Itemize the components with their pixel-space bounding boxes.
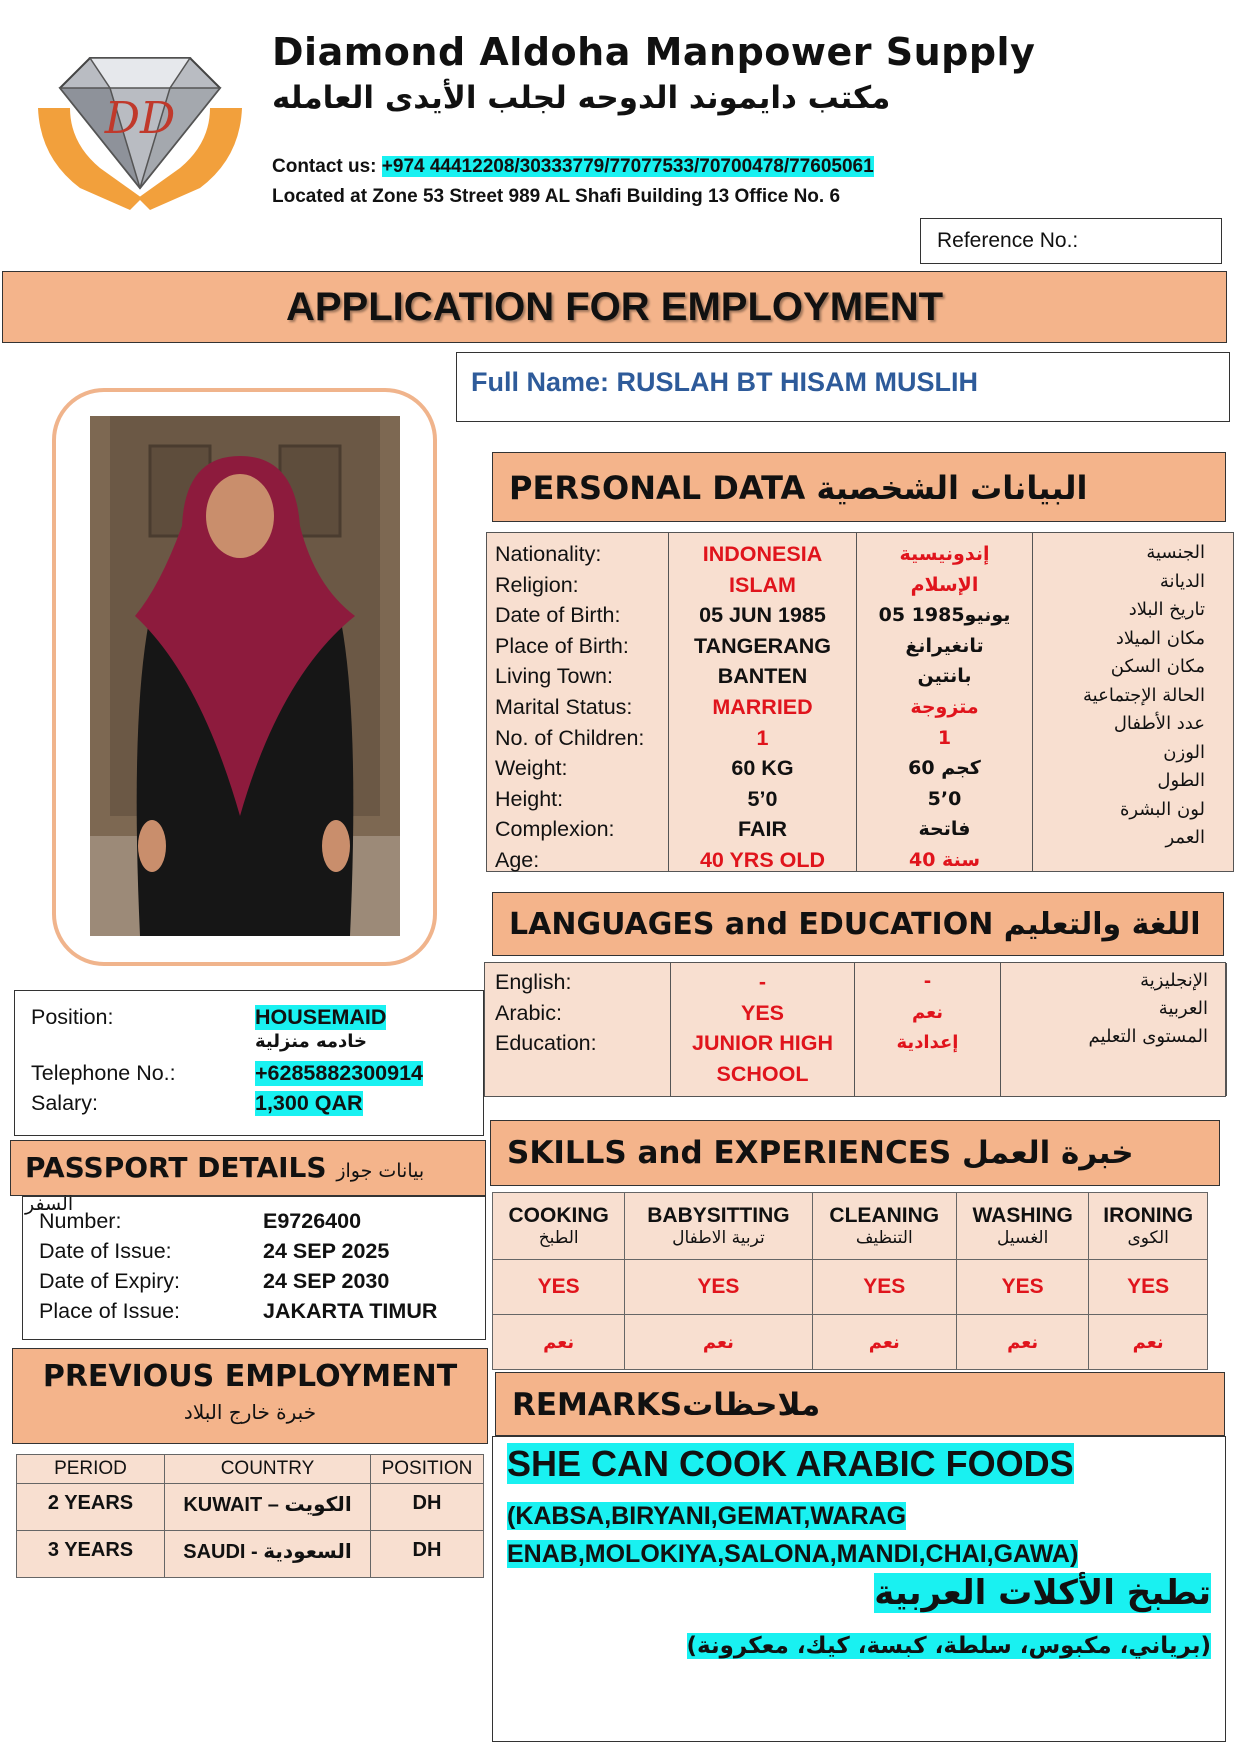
skill-name-arabic: الطبخ — [538, 1228, 579, 1249]
personal-data-title-arabic: البيانات الشخصية — [816, 469, 1088, 507]
table-row — [17, 1530, 484, 1577]
height-label-arabic: الطول — [1157, 770, 1205, 791]
salary-value: 1,300 QAR — [255, 1091, 363, 1115]
passport-title: PASSPORT DETAILS — [25, 1151, 327, 1184]
complexion-value: FAIR — [738, 817, 787, 842]
contact-numbers: +974 44412208/30333779/77077533/70700478/77605061 — [381, 156, 874, 177]
arabic-value-arabic: نعم — [911, 1001, 944, 1023]
age-label: Age: — [495, 847, 540, 872]
page-title: APPLICATION FOR EMPLOYMENT — [2, 271, 1227, 343]
languages-heading — [492, 892, 1224, 956]
skill-value: YES — [957, 1260, 1089, 1315]
skill-name: COOKING — [508, 1204, 609, 1228]
previous-employment-title: PREVIOUS EMPLOYMENT — [42, 1359, 458, 1394]
complexion-label: Complexion: — [495, 817, 615, 842]
position-label: Position: — [31, 1005, 114, 1029]
passport-box — [22, 1196, 486, 1340]
education-value-line2: SCHOOL — [716, 1061, 809, 1086]
dob-value: 05 JUN 1985 — [699, 603, 826, 628]
nationality-value: INDONESIA — [702, 542, 823, 566]
language-labels-arabic-column — [1001, 963, 1227, 1096]
children-label-arabic: عدد الأطفال — [1113, 713, 1205, 734]
reference-number-box — [920, 218, 1222, 264]
religion-value: ISLAM — [729, 572, 796, 597]
remarks-line-1: SHE CAN COOK ARABIC FOODS — [507, 1443, 1074, 1484]
office-location: Located at Zone 53 Street 989 AL Shafi Building 13 Office No. 6 — [272, 186, 841, 207]
marital-status-value-arabic: متزوجة — [910, 695, 979, 718]
personal-labels-arabic-column — [1033, 533, 1235, 871]
telephone-label: Telephone No.: — [31, 1061, 176, 1085]
pob-value-arabic: تانغيرانغ — [905, 634, 984, 657]
remarks-line-2a: (KABSA,BIRYANI,GEMAT,WARAG — [507, 1502, 907, 1530]
table-row — [17, 1483, 484, 1530]
skill-value-arabic: نعم — [957, 1315, 1089, 1370]
living-town-label: Living Town: — [495, 664, 613, 689]
language-labels-column — [485, 963, 671, 1096]
weight-value-arabic: 60 كجم — [908, 757, 981, 780]
skill-babysitting — [625, 1193, 812, 1260]
complexion-label-arabic: لون البشرة — [1119, 798, 1205, 820]
skill-name: BABYSITTING — [647, 1204, 790, 1228]
weight-value: 60 KG — [731, 756, 794, 781]
languages-title-arabic: اللغة والتعليم — [1003, 907, 1201, 942]
living-town-value: BANTEN — [717, 664, 808, 689]
expiry-date-value: 24 SEP 2030 — [263, 1269, 390, 1293]
reference-label: Reference No.: — [937, 229, 1079, 252]
skill-name: CLEANING — [829, 1204, 940, 1228]
english-value-arabic: - — [923, 971, 932, 992]
skill-value-arabic: نعم — [812, 1315, 957, 1370]
remarks-line-3-arabic: تطبخ الأكلات العربية — [874, 1573, 1211, 1613]
education-value-arabic: إعدادية — [896, 1032, 959, 1054]
company-logo — [30, 38, 250, 214]
skill-value-arabic: نعم — [493, 1315, 625, 1370]
period-cell: 2 YEARS — [17, 1483, 165, 1530]
skills-title-arabic: خبرة العمل — [962, 1135, 1134, 1171]
position-cell: DH — [371, 1483, 484, 1530]
remarks-title-arabic: ملاحظات — [682, 1387, 821, 1423]
skills-title: SKILLS and EXPERIENCES — [507, 1135, 952, 1171]
dob-value-arabic: 05 يونيو1985 — [878, 604, 1011, 627]
skill-name: WASHING — [972, 1204, 1073, 1228]
skill-cleaning — [812, 1193, 957, 1260]
skill-value: YES — [1089, 1260, 1208, 1315]
height-value-arabic: 5’0 — [927, 787, 962, 810]
remarks-line-4-arabic: (برياني، مكبوس، سلطة، كبسة، كيك، معكرونة) — [686, 1633, 1211, 1659]
table-header-row — [17, 1455, 484, 1484]
passport-number-value: E9726400 — [263, 1209, 362, 1233]
age-value: 40 YRS OLD — [699, 847, 826, 872]
contact-label: Contact us: — [272, 156, 377, 177]
pob-label-arabic: مكان الميلاد — [1115, 627, 1205, 649]
nationality-label-arabic: الجنسية — [1146, 542, 1205, 563]
english-label: English: — [495, 970, 572, 994]
previous-employment-table — [16, 1454, 484, 1578]
skill-name-arabic: التنظيف — [855, 1228, 913, 1249]
issue-date-label: Date of Issue: — [39, 1239, 172, 1263]
skill-value-arabic: نعم — [1089, 1315, 1208, 1370]
children-value-arabic: 1 — [937, 726, 952, 749]
remarks-box — [492, 1436, 1226, 1742]
skill-value: YES — [493, 1260, 625, 1315]
period-cell: 3 YEARS — [17, 1530, 165, 1577]
religion-label-arabic: الديانة — [1159, 570, 1205, 592]
skills-yes-row — [493, 1260, 1208, 1315]
height-label: Height: — [495, 786, 564, 811]
education-value-line1: JUNIOR HIGH — [692, 1031, 833, 1056]
telephone-value: +6285882300914 — [255, 1061, 424, 1085]
place-of-issue-value: JAKARTA TIMUR — [263, 1299, 438, 1323]
arabic-label: Arabic: — [495, 1000, 562, 1025]
weight-label-arabic: الوزن — [1163, 741, 1205, 763]
skill-value-arabic: نعم — [625, 1315, 812, 1370]
pob-value: TANGERANG — [694, 633, 831, 658]
living-town-value-arabic: بانتين — [917, 665, 972, 688]
position-value: HOUSEMAID — [255, 1005, 387, 1029]
previous-employment-title-arabic: خبرة خارج البلاد — [183, 1400, 317, 1424]
previous-employment-heading — [12, 1348, 488, 1444]
height-value: 5’0 — [747, 786, 778, 811]
country-cell: SAUDI - السعودية — [165, 1530, 371, 1577]
position-value-arabic: خادمه منزلية — [255, 1031, 368, 1052]
skill-ironing — [1089, 1193, 1208, 1260]
salary-label: Salary: — [31, 1091, 98, 1115]
passport-title-arabic: بيانات جواز السفر — [25, 1160, 425, 1215]
children-label: No. of Children: — [495, 725, 645, 750]
weight-label: Weight: — [495, 756, 568, 781]
dob-label-arabic: تاريخ البلاد — [1128, 599, 1205, 620]
expiry-date-label: Date of Expiry: — [39, 1269, 180, 1293]
english-label-arabic: الإنجليزية — [1140, 970, 1208, 991]
arabic-label-arabic: العربية — [1158, 998, 1208, 1019]
skills-name-row — [493, 1193, 1208, 1260]
contact-line — [272, 156, 874, 178]
personal-labels-column — [487, 533, 669, 871]
logo-letters: DD — [104, 93, 176, 144]
column-header: POSITION — [371, 1455, 484, 1484]
age-label-arabic: العمر — [1165, 827, 1205, 848]
pob-label: Place of Birth: — [495, 633, 629, 658]
education-label-arabic: المستوى التعليم — [1088, 1026, 1208, 1047]
skills-arabic-yes-row — [493, 1315, 1208, 1370]
skill-name-arabic: الغسيل — [997, 1228, 1049, 1249]
marital-status-label-arabic: الحالة الإجتماعية — [1083, 684, 1205, 706]
personal-data-table — [486, 532, 1234, 872]
skill-washing — [957, 1193, 1089, 1260]
remarks-line-2b: ENAB,MOLOKIYA,SALONA,MANDI,CHAI,GAWA) — [507, 1540, 1079, 1568]
column-header: COUNTRY — [165, 1455, 371, 1484]
language-values-column — [671, 963, 855, 1096]
nationality-label: Nationality: — [495, 542, 602, 566]
full-name: Full Name: RUSLAH BT HISAM MUSLIH — [456, 352, 1230, 422]
skills-heading — [490, 1120, 1220, 1186]
arabic-value: YES — [740, 1000, 785, 1025]
religion-value-arabic: الإسلام — [910, 573, 979, 596]
passport-heading — [10, 1140, 486, 1215]
skill-name-arabic: تربية الاطفال — [672, 1228, 765, 1249]
passport-number-label: Number: — [39, 1209, 122, 1233]
position-box — [14, 990, 484, 1136]
company-name: Diamond Aldoha Manpower Supply — [272, 30, 1036, 74]
country-cell: KUWAIT – الكويت — [165, 1483, 371, 1530]
personal-data-heading — [492, 452, 1226, 522]
skill-value: YES — [625, 1260, 812, 1315]
english-value: - — [758, 970, 767, 994]
skill-name: IRONING — [1103, 1204, 1194, 1228]
children-value: 1 — [756, 725, 769, 750]
skill-name-arabic: الكوى — [1127, 1228, 1169, 1249]
language-values-arabic-column — [855, 963, 1001, 1096]
skills-table — [492, 1192, 1208, 1370]
company-name-arabic: مكتب دايموند الدوحه لجلب الأيدى العامله — [272, 80, 891, 116]
applicant-photo — [90, 416, 400, 936]
issue-date-value: 24 SEP 2025 — [263, 1239, 390, 1263]
living-town-label-arabic: مكان السكن — [1110, 656, 1205, 677]
marital-status-label: Marital Status: — [495, 694, 633, 719]
column-header: PERIOD — [17, 1455, 165, 1484]
position-cell: DH — [371, 1530, 484, 1577]
religion-label: Religion: — [495, 572, 579, 597]
remarks-heading — [495, 1372, 1225, 1436]
personal-data-title: PERSONAL DATA — [509, 469, 806, 507]
place-of-issue-label: Place of Issue: — [39, 1299, 181, 1323]
personal-values-arabic-column — [857, 533, 1033, 871]
complexion-value-arabic: فاتحة — [918, 818, 971, 841]
skill-cooking — [493, 1193, 625, 1260]
languages-title: LANGUAGES and EDUCATION — [509, 907, 994, 942]
remarks-title: REMARKS — [512, 1387, 683, 1423]
age-value-arabic: 40 سنة — [908, 848, 981, 871]
skill-value: YES — [812, 1260, 957, 1315]
education-label: Education: — [495, 1031, 597, 1056]
languages-table — [484, 962, 1226, 1097]
nationality-value-arabic: إندونيسية — [899, 543, 990, 565]
marital-status-value: MARRIED — [712, 694, 813, 719]
personal-values-column — [669, 533, 857, 871]
dob-label: Date of Birth: — [495, 603, 621, 628]
